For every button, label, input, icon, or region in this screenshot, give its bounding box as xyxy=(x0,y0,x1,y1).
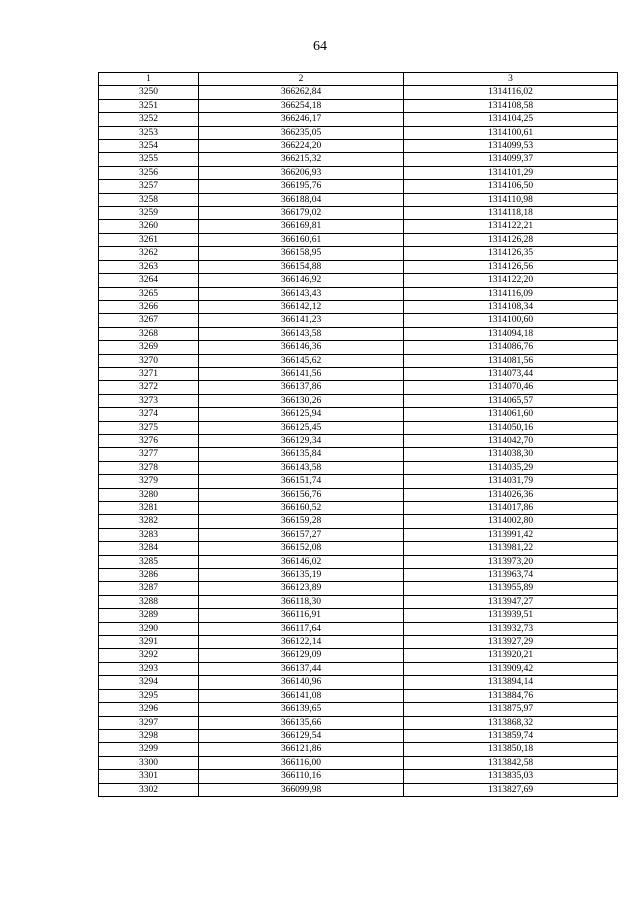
table-body xyxy=(99,86,618,797)
table-row xyxy=(99,676,618,689)
y-coordinate-cell: 1314031,79 xyxy=(404,475,618,488)
point-number-cell: 3292 xyxy=(99,649,199,662)
point-number-cell: 3295 xyxy=(99,689,199,702)
table-row xyxy=(99,113,618,126)
point-number-cell: 3299 xyxy=(99,743,199,756)
table-row xyxy=(99,86,618,99)
point-number-cell: 3256 xyxy=(99,166,199,179)
point-number-cell: 3257 xyxy=(99,180,199,193)
y-coordinate-cell: 1313859,74 xyxy=(404,729,618,742)
table-row xyxy=(99,180,618,193)
table-row xyxy=(99,595,618,608)
x-coordinate-cell: 366142,12 xyxy=(199,300,404,313)
point-number-cell: 3266 xyxy=(99,300,199,313)
point-number-cell: 3293 xyxy=(99,662,199,675)
x-coordinate-cell: 366246,17 xyxy=(199,113,404,126)
table-row xyxy=(99,408,618,421)
point-number-cell: 3291 xyxy=(99,636,199,649)
point-number-cell: 3285 xyxy=(99,555,199,568)
x-coordinate-cell: 366137,44 xyxy=(199,662,404,675)
point-number-cell: 3286 xyxy=(99,569,199,582)
x-coordinate-cell: 366143,43 xyxy=(199,287,404,300)
table-row xyxy=(99,716,618,729)
table-row xyxy=(99,622,618,635)
point-number-cell: 3287 xyxy=(99,582,199,595)
x-coordinate-cell: 366135,66 xyxy=(199,716,404,729)
y-coordinate-cell: 1314104,25 xyxy=(404,113,618,126)
table-row xyxy=(99,528,618,541)
point-number-cell: 3272 xyxy=(99,381,199,394)
y-coordinate-cell: 1314002,80 xyxy=(404,515,618,528)
point-number-cell: 3250 xyxy=(99,86,199,99)
y-coordinate-cell: 1314081,56 xyxy=(404,354,618,367)
x-coordinate-cell: 366262,84 xyxy=(199,86,404,99)
point-number-cell: 3279 xyxy=(99,475,199,488)
x-coordinate-cell: 366141,56 xyxy=(199,367,404,380)
x-coordinate-cell: 366235,05 xyxy=(199,126,404,139)
x-coordinate-cell: 366169,81 xyxy=(199,220,404,233)
y-coordinate-cell: 1314108,58 xyxy=(404,99,618,112)
x-coordinate-cell: 366139,65 xyxy=(199,703,404,716)
point-number-cell: 3252 xyxy=(99,113,199,126)
y-coordinate-cell: 1313927,29 xyxy=(404,636,618,649)
y-coordinate-cell: 1314050,16 xyxy=(404,421,618,434)
point-number-cell: 3284 xyxy=(99,542,199,555)
table-row xyxy=(99,569,618,582)
x-coordinate-cell: 366141,23 xyxy=(199,314,404,327)
table-row xyxy=(99,260,618,273)
y-coordinate-cell: 1313909,42 xyxy=(404,662,618,675)
table-row xyxy=(99,327,618,340)
y-coordinate-cell: 1313955,89 xyxy=(404,582,618,595)
x-coordinate-cell: 366254,18 xyxy=(199,99,404,112)
x-coordinate-cell: 366129,09 xyxy=(199,649,404,662)
point-number-cell: 3270 xyxy=(99,354,199,367)
table-row xyxy=(99,555,618,568)
x-coordinate-cell: 366116,00 xyxy=(199,756,404,769)
x-coordinate-cell: 366117,64 xyxy=(199,622,404,635)
y-coordinate-cell: 1313842,58 xyxy=(404,756,618,769)
table-row xyxy=(99,354,618,367)
table-row xyxy=(99,381,618,394)
table-row xyxy=(99,434,618,447)
x-coordinate-cell: 366123,89 xyxy=(199,582,404,595)
y-coordinate-cell: 1314061,60 xyxy=(404,408,618,421)
table-row xyxy=(99,649,618,662)
x-coordinate-cell: 366206,93 xyxy=(199,166,404,179)
table-header-row xyxy=(99,73,618,86)
x-coordinate-cell: 366135,19 xyxy=(199,569,404,582)
y-coordinate-cell: 1313835,03 xyxy=(404,770,618,783)
y-coordinate-cell: 1314126,56 xyxy=(404,260,618,273)
point-number-cell: 3276 xyxy=(99,434,199,447)
y-coordinate-cell: 1314099,53 xyxy=(404,140,618,153)
table-row xyxy=(99,448,618,461)
x-coordinate-cell: 366125,45 xyxy=(199,421,404,434)
point-number-cell: 3253 xyxy=(99,126,199,139)
y-coordinate-cell: 1314110,98 xyxy=(404,193,618,206)
x-coordinate-cell: 366140,96 xyxy=(199,676,404,689)
y-coordinate-cell: 1314122,20 xyxy=(404,274,618,287)
y-coordinate-cell: 1314116,02 xyxy=(404,86,618,99)
point-number-cell: 3255 xyxy=(99,153,199,166)
y-coordinate-cell: 1314017,86 xyxy=(404,502,618,515)
table-row xyxy=(99,193,618,206)
point-number-cell: 3260 xyxy=(99,220,199,233)
table-row xyxy=(99,126,618,139)
x-coordinate-cell: 366146,92 xyxy=(199,274,404,287)
point-number-cell: 3302 xyxy=(99,783,199,796)
table-row xyxy=(99,421,618,434)
table-row xyxy=(99,636,618,649)
table-row xyxy=(99,99,618,112)
y-coordinate-cell: 1314126,35 xyxy=(404,247,618,260)
y-coordinate-cell: 1314038,30 xyxy=(404,448,618,461)
y-coordinate-cell: 1314126,28 xyxy=(404,233,618,246)
table-row xyxy=(99,502,618,515)
x-coordinate-cell: 366159,28 xyxy=(199,515,404,528)
y-coordinate-cell: 1314108,34 xyxy=(404,300,618,313)
y-coordinate-cell: 1314094,18 xyxy=(404,327,618,340)
point-number-cell: 3300 xyxy=(99,756,199,769)
x-coordinate-cell: 366116,91 xyxy=(199,609,404,622)
table-row xyxy=(99,220,618,233)
point-number-cell: 3263 xyxy=(99,260,199,273)
point-number-cell: 3264 xyxy=(99,274,199,287)
y-coordinate-cell: 1314026,36 xyxy=(404,488,618,501)
y-coordinate-cell: 1314101,29 xyxy=(404,166,618,179)
point-number-cell: 3274 xyxy=(99,408,199,421)
point-number-cell: 3296 xyxy=(99,703,199,716)
y-coordinate-cell: 1314073,44 xyxy=(404,367,618,380)
table-row xyxy=(99,743,618,756)
y-coordinate-cell: 1314100,61 xyxy=(404,126,618,139)
point-number-cell: 3254 xyxy=(99,140,199,153)
point-number-cell: 3290 xyxy=(99,622,199,635)
y-coordinate-cell: 1314122,21 xyxy=(404,220,618,233)
x-coordinate-cell: 366118,30 xyxy=(199,595,404,608)
point-number-cell: 3280 xyxy=(99,488,199,501)
y-coordinate-cell: 1314070,46 xyxy=(404,381,618,394)
point-number-cell: 3259 xyxy=(99,207,199,220)
x-coordinate-cell: 366130,26 xyxy=(199,394,404,407)
x-coordinate-cell: 366143,58 xyxy=(199,327,404,340)
table-row xyxy=(99,729,618,742)
y-coordinate-cell: 1313973,20 xyxy=(404,555,618,568)
x-coordinate-cell: 366129,34 xyxy=(199,434,404,447)
x-coordinate-cell: 366135,84 xyxy=(199,448,404,461)
x-coordinate-cell: 366188,04 xyxy=(199,193,404,206)
table-row xyxy=(99,274,618,287)
table-row xyxy=(99,689,618,702)
y-coordinate-cell: 1313827,69 xyxy=(404,783,618,796)
table-row xyxy=(99,247,618,260)
x-coordinate-cell: 366152,08 xyxy=(199,542,404,555)
table-row xyxy=(99,609,618,622)
x-coordinate-cell: 366121,86 xyxy=(199,743,404,756)
x-coordinate-cell: 366179,02 xyxy=(199,207,404,220)
x-coordinate-cell: 366146,36 xyxy=(199,341,404,354)
point-number-cell: 3265 xyxy=(99,287,199,300)
point-number-cell: 3298 xyxy=(99,729,199,742)
x-coordinate-cell: 366110,16 xyxy=(199,770,404,783)
table-row xyxy=(99,703,618,716)
x-coordinate-cell: 366125,94 xyxy=(199,408,404,421)
table-row xyxy=(99,341,618,354)
point-number-cell: 3273 xyxy=(99,394,199,407)
x-coordinate-cell: 366160,61 xyxy=(199,233,404,246)
table-row xyxy=(99,488,618,501)
table-row xyxy=(99,140,618,153)
point-number-cell: 3267 xyxy=(99,314,199,327)
table-row xyxy=(99,394,618,407)
y-coordinate-cell: 1313963,74 xyxy=(404,569,618,582)
y-coordinate-cell: 1313991,42 xyxy=(404,528,618,541)
point-number-cell: 3289 xyxy=(99,609,199,622)
x-coordinate-cell: 366129,54 xyxy=(199,729,404,742)
table-row xyxy=(99,756,618,769)
x-coordinate-cell: 366160,52 xyxy=(199,502,404,515)
x-coordinate-cell: 366145,62 xyxy=(199,354,404,367)
table-row xyxy=(99,461,618,474)
table-row xyxy=(99,662,618,675)
y-coordinate-cell: 1314086,76 xyxy=(404,341,618,354)
y-coordinate-cell: 1314106,50 xyxy=(404,180,618,193)
y-coordinate-cell: 1314100,60 xyxy=(404,314,618,327)
table-row xyxy=(99,367,618,380)
table-row xyxy=(99,314,618,327)
table-row xyxy=(99,287,618,300)
table-row xyxy=(99,207,618,220)
x-coordinate-cell: 366122,14 xyxy=(199,636,404,649)
point-number-cell: 3271 xyxy=(99,367,199,380)
y-coordinate-cell: 1313981,22 xyxy=(404,542,618,555)
table-row xyxy=(99,783,618,796)
table-row xyxy=(99,166,618,179)
point-number-cell: 3283 xyxy=(99,528,199,541)
y-coordinate-cell: 1313850,18 xyxy=(404,743,618,756)
y-coordinate-cell: 1313884,76 xyxy=(404,689,618,702)
y-coordinate-cell: 1313939,51 xyxy=(404,609,618,622)
y-coordinate-cell: 1314116,09 xyxy=(404,287,618,300)
point-number-cell: 3277 xyxy=(99,448,199,461)
point-number-cell: 3301 xyxy=(99,770,199,783)
y-coordinate-cell: 1313920,21 xyxy=(404,649,618,662)
table-row xyxy=(99,153,618,166)
point-number-cell: 3281 xyxy=(99,502,199,515)
y-coordinate-cell: 1313868,32 xyxy=(404,716,618,729)
point-number-cell: 3275 xyxy=(99,421,199,434)
page-number: 64 xyxy=(313,39,327,54)
x-coordinate-cell: 366224,20 xyxy=(199,140,404,153)
point-number-cell: 3258 xyxy=(99,193,199,206)
point-number-cell: 3282 xyxy=(99,515,199,528)
y-coordinate-cell: 1314035,29 xyxy=(404,461,618,474)
y-coordinate-cell: 1314042,70 xyxy=(404,434,618,447)
table-row xyxy=(99,515,618,528)
point-number-cell: 3278 xyxy=(99,461,199,474)
x-coordinate-cell: 366154,88 xyxy=(199,260,404,273)
column-header-3: 3 xyxy=(404,73,618,86)
x-coordinate-cell: 366157,27 xyxy=(199,528,404,541)
point-number-cell: 3261 xyxy=(99,233,199,246)
y-coordinate-cell: 1314099,37 xyxy=(404,153,618,166)
y-coordinate-cell: 1313894,14 xyxy=(404,676,618,689)
y-coordinate-cell: 1314118,18 xyxy=(404,207,618,220)
table-row xyxy=(99,582,618,595)
point-number-cell: 3288 xyxy=(99,595,199,608)
x-coordinate-cell: 366146,02 xyxy=(199,555,404,568)
column-header-2: 2 xyxy=(199,73,404,86)
point-number-cell: 3251 xyxy=(99,99,199,112)
x-coordinate-cell: 366158,95 xyxy=(199,247,404,260)
point-number-cell: 3294 xyxy=(99,676,199,689)
point-number-cell: 3297 xyxy=(99,716,199,729)
y-coordinate-cell: 1313875,97 xyxy=(404,703,618,716)
table-row xyxy=(99,542,618,555)
point-number-cell: 3268 xyxy=(99,327,199,340)
point-number-cell: 3269 xyxy=(99,341,199,354)
point-number-cell: 3262 xyxy=(99,247,199,260)
x-coordinate-cell: 366156,76 xyxy=(199,488,404,501)
y-coordinate-cell: 1313932,73 xyxy=(404,622,618,635)
x-coordinate-cell: 366215,32 xyxy=(199,153,404,166)
column-header-1: 1 xyxy=(99,73,199,86)
x-coordinate-cell: 366151,74 xyxy=(199,475,404,488)
x-coordinate-cell: 366137,86 xyxy=(199,381,404,394)
table-row xyxy=(99,770,618,783)
x-coordinate-cell: 366195,76 xyxy=(199,180,404,193)
y-coordinate-cell: 1313947,27 xyxy=(404,595,618,608)
y-coordinate-cell: 1314065,57 xyxy=(404,394,618,407)
x-coordinate-cell: 366141,08 xyxy=(199,689,404,702)
coordinates-table xyxy=(98,72,618,797)
x-coordinate-cell: 366143,58 xyxy=(199,461,404,474)
table-row xyxy=(99,233,618,246)
table-row xyxy=(99,300,618,313)
x-coordinate-cell: 366099,98 xyxy=(199,783,404,796)
table-row xyxy=(99,475,618,488)
